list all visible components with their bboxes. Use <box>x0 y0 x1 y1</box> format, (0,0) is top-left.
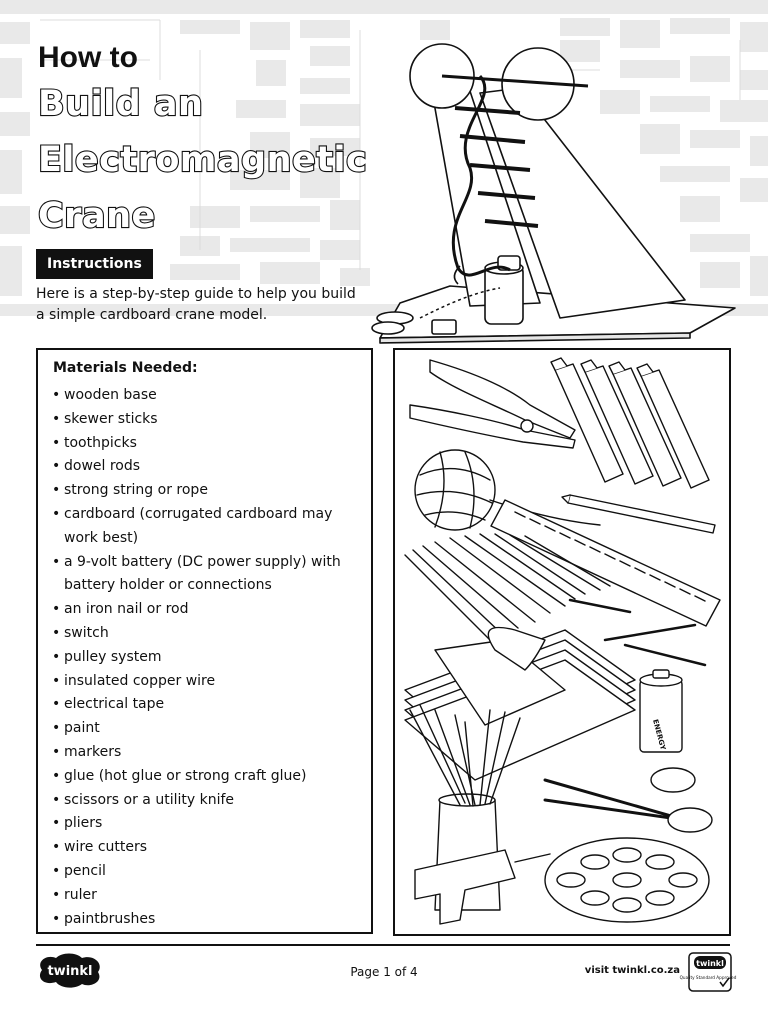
material-item: • insulated copper wire <box>52 670 362 694</box>
title-line-3: Crane <box>38 196 156 236</box>
title-line-1: Build an <box>38 84 204 124</box>
material-item: • wooden base <box>52 384 362 408</box>
material-item: • switch <box>52 622 362 646</box>
material-item: • toothpicks <box>52 432 362 456</box>
material-item: • pencil <box>52 860 362 884</box>
crane-illustration <box>360 38 750 343</box>
cardboard-icon <box>405 628 635 781</box>
tools-illustration-box <box>393 348 731 936</box>
material-item: • an iron nail or rod <box>52 598 362 622</box>
materials-list <box>52 384 362 931</box>
twinkl-logo-text: twinkl <box>47 964 93 979</box>
material-item: • skewer sticks <box>52 408 362 432</box>
material-item: • cardboard (corrugated cardboard may work best) <box>52 503 362 551</box>
quality-standard-badge <box>679 952 737 992</box>
material-item: • glue (hot glue or strong craft glue) <box>52 765 362 789</box>
tools-illustration <box>395 350 729 934</box>
material-item: • strong string or rope <box>52 479 362 503</box>
material-item: • scissors or a utility knife <box>52 789 362 813</box>
pencil-icon <box>562 495 715 533</box>
materials-title: Materials Needed: <box>53 360 198 376</box>
material-item: • wire cutters <box>52 836 362 860</box>
battery-label: ENERGY <box>651 718 667 751</box>
markers-icon <box>551 358 709 488</box>
material-item: • paintbrushes <box>52 908 362 932</box>
material-item: • paint <box>52 717 362 741</box>
materials-box <box>36 348 373 934</box>
material-item: • dowel rods <box>52 455 362 479</box>
scissors-icon <box>545 768 712 832</box>
quality-text: Quality Standard Approved <box>679 975 737 980</box>
footer-divider <box>36 944 730 946</box>
material-item: • markers <box>52 741 362 765</box>
material-item: • electrical tape <box>52 693 362 717</box>
quality-logo-text: twinkl <box>696 959 724 968</box>
intro-text: Here is a step-by-step guide to help you build a simple cardboard crane model. <box>36 286 356 323</box>
page-number: Page 1 of 4 <box>350 965 418 979</box>
visit-link[interactable]: visit twinkl.co.za <box>584 965 680 976</box>
title-line-2: Electromagnetic <box>38 140 368 180</box>
material-item: • pliers <box>52 812 362 836</box>
pliers-icon <box>410 360 575 448</box>
how-to-heading: How to <box>38 41 138 74</box>
instructions-badge: Instructions <box>36 249 153 279</box>
paint-palette-icon <box>545 838 709 922</box>
material-item: • a 9-volt battery (DC power supply) with battery holder or connections <box>52 551 362 599</box>
material-item: • pulley system <box>52 646 362 670</box>
material-item: • ruler <box>52 884 362 908</box>
